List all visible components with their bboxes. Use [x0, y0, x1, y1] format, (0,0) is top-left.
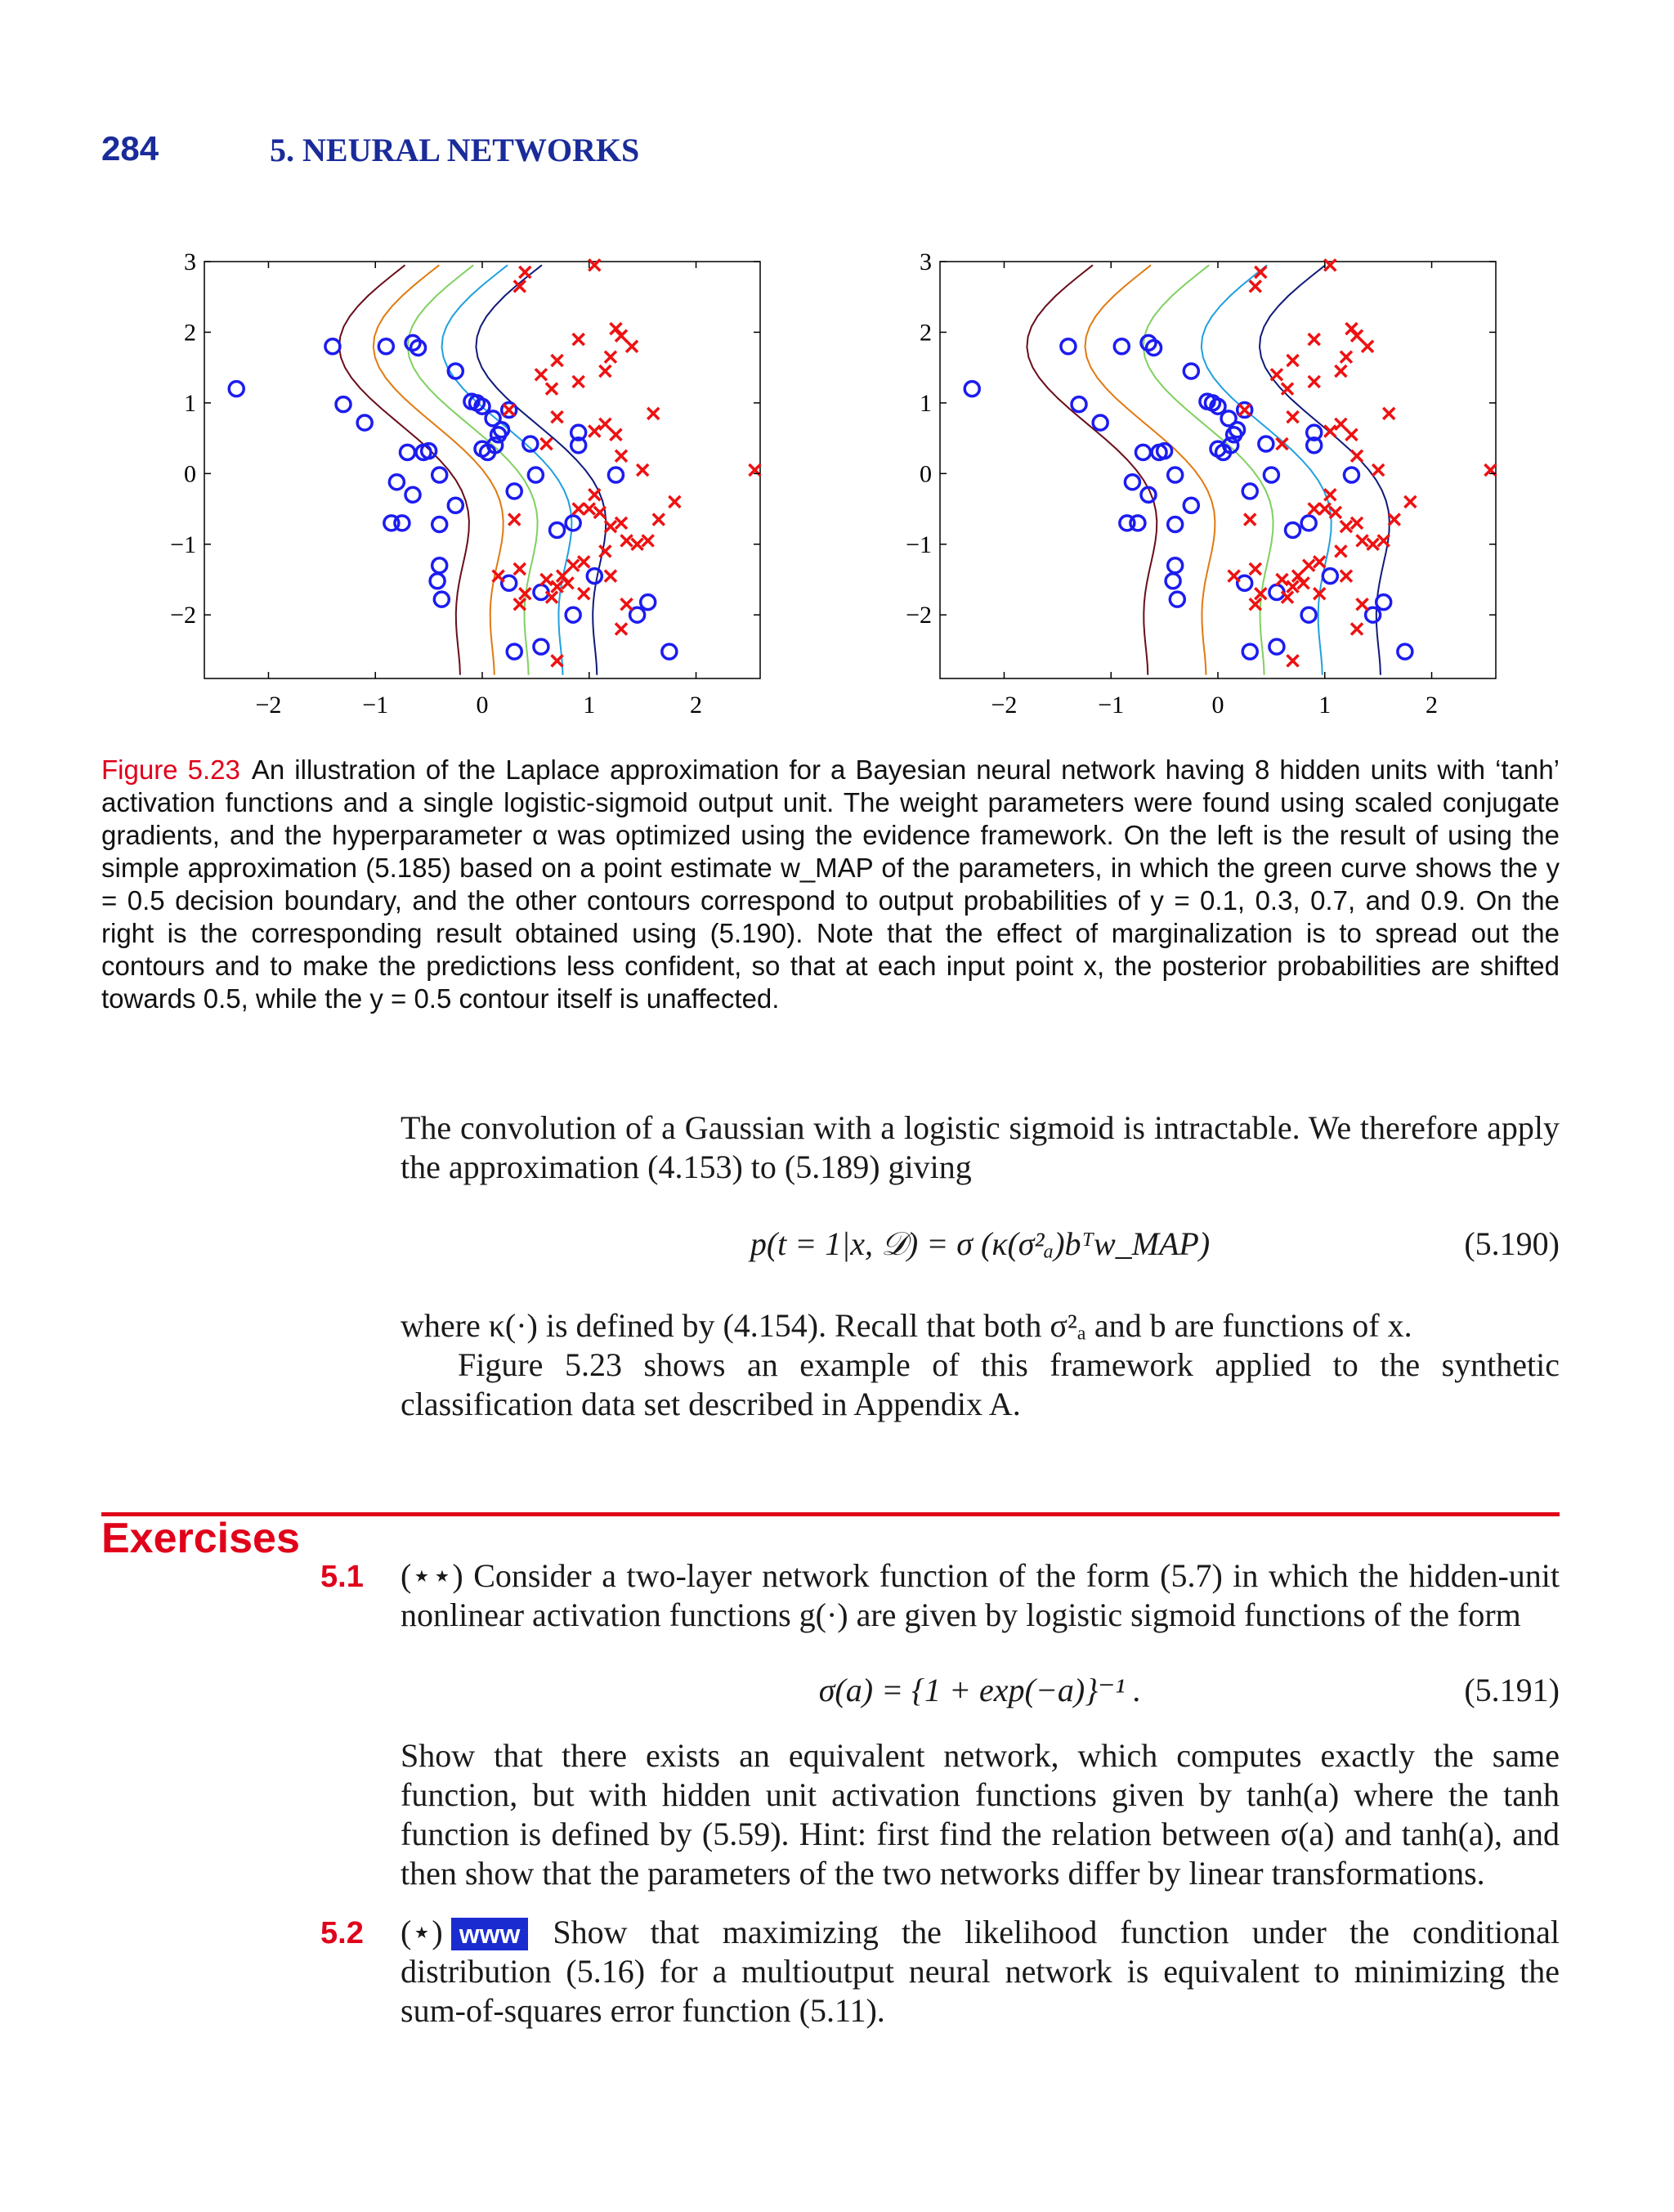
y-tick-label: 3 [184, 249, 196, 275]
x-tick-label: −2 [991, 692, 1018, 719]
equation-5-191-expr: σ(a) = {1 + exp(−a)}⁻¹ . [818, 1672, 1142, 1708]
exercise-5-2-stars: (⋆) [401, 1914, 443, 1950]
exercise-5-2-number: 5.2 [320, 1916, 364, 1950]
y-tick-label: 2 [920, 319, 932, 347]
figure-right-plot [883, 245, 1520, 736]
y-tick-label: 3 [920, 249, 932, 275]
x-tick-label: 2 [690, 692, 703, 719]
figure-caption [101, 754, 1560, 1015]
x-tick-label: −2 [255, 692, 282, 719]
exercise-5-1-text-a: Consider a two-layer network function of the form (5.7) in which the hidden-unit nonlinear activation functions g(·) are given by logistic sigmoid functions of the form [401, 1557, 1560, 1633]
chapter-title: 5. NEURAL NETWORKS [270, 132, 640, 168]
page-number: 284 [101, 129, 159, 168]
y-tick-label: 0 [184, 460, 196, 488]
figure-left-plot [147, 245, 785, 736]
equation-5-191-number: (5.191) [1464, 1672, 1560, 1708]
x-tick-label: 2 [1426, 692, 1439, 719]
y-tick-label: 1 [184, 389, 196, 417]
exercise-5-1-number: 5.1 [320, 1560, 364, 1594]
exercise-5-2-body: Show that maximizing the likelihood function under the conditional distribution (5.16) for a multioutput neural network is equivalent to minimizing the sum-of-squares error function (5.11). [401, 1914, 1560, 2029]
x-tick-label: −1 [362, 692, 389, 719]
exercise-5-2-text [401, 1913, 1560, 2031]
figure-label: Figure 5.23 [101, 754, 240, 785]
figure-caption-text: An illustration of the Laplace approximation for a Bayesian neural network having 8 hidden units with ‘tanh’ activation functions and a single logistic-sigmoid output unit. The weight parameters were found using scaled conjugate gradients, and the hyperparameter α was optimized using the evidence framework. On the left is the result of using the simple approximation (5.185) based on a point estimate w_MAP of the parameters, in which the green curve shows the y = 0.5 decision boundary, and the other contours correspond to output probabilities of y = 0.1, 0.3, 0.7, and 0.9. On the right is the corresponding result obtained using (5.190). Note that the effect of marginalization is to spread out the contours and to make the predictions less confident, so that at each input point x, the posterior probabilities are shifted towards 0.5, while the y = 0.5 contour itself is unaffected. [101, 754, 1560, 1014]
y-tick-label: −2 [170, 602, 196, 629]
exercise-5-1-text-b: Show that there exists an equivalent network, which computes exactly the same function, but with hidden unit activation functions given by tanh(a) where the tanh function is defined by (5.59). Hint: first find the relation between σ(a) and tanh(a), and then show that the parameters of the two networks differ by linear transformations. [401, 1737, 1560, 1892]
y-tick-label: −1 [906, 531, 932, 558]
x-tick-label: 1 [583, 692, 596, 719]
equation-5-190-expr: p(t = 1|x, 𝒟) = σ (κ(σ²ₐ)bᵀw_MAP) [750, 1225, 1211, 1262]
x-tick-label: 0 [1211, 692, 1224, 719]
equation-5-190-number: (5.190) [1464, 1225, 1560, 1262]
x-tick-label: 1 [1318, 692, 1332, 719]
equation-5-191 [401, 1671, 1560, 1720]
body-paragraph-3 [401, 1346, 1560, 1424]
x-tick-label: 0 [476, 692, 489, 719]
x-tick-label: −1 [1098, 692, 1125, 719]
body-paragraph-2: where κ(·) is defined by (4.154). Recall that both σ²ₐ and b are functions of x. [401, 1307, 1412, 1344]
y-tick-label: −2 [906, 602, 932, 629]
body-paragraph-1: The convolution of a Gaussian with a logistic sigmoid is intractable. We therefore apply the approximation (4.153) to (5.189) giving [401, 1109, 1560, 1185]
www-badge[interactable]: www [451, 1918, 529, 1950]
exercise-5-1-stars: (⋆⋆) [401, 1557, 463, 1594]
y-tick-label: 2 [184, 319, 196, 347]
y-tick-label: 1 [920, 389, 932, 417]
plot-frame [940, 262, 1496, 678]
equation-5-190 [401, 1225, 1560, 1274]
y-tick-label: −1 [170, 531, 196, 558]
exercise-5-1-text [401, 1556, 1560, 1635]
exercises-rule [101, 1512, 1560, 1516]
body-paragraph-3-text: Figure 5.23 shows an example of this framework applied to the synthetic classification data set described in Appendix A. [401, 1346, 1560, 1422]
y-tick-label: 0 [920, 460, 932, 488]
exercises-title: Exercises [101, 1515, 300, 1562]
